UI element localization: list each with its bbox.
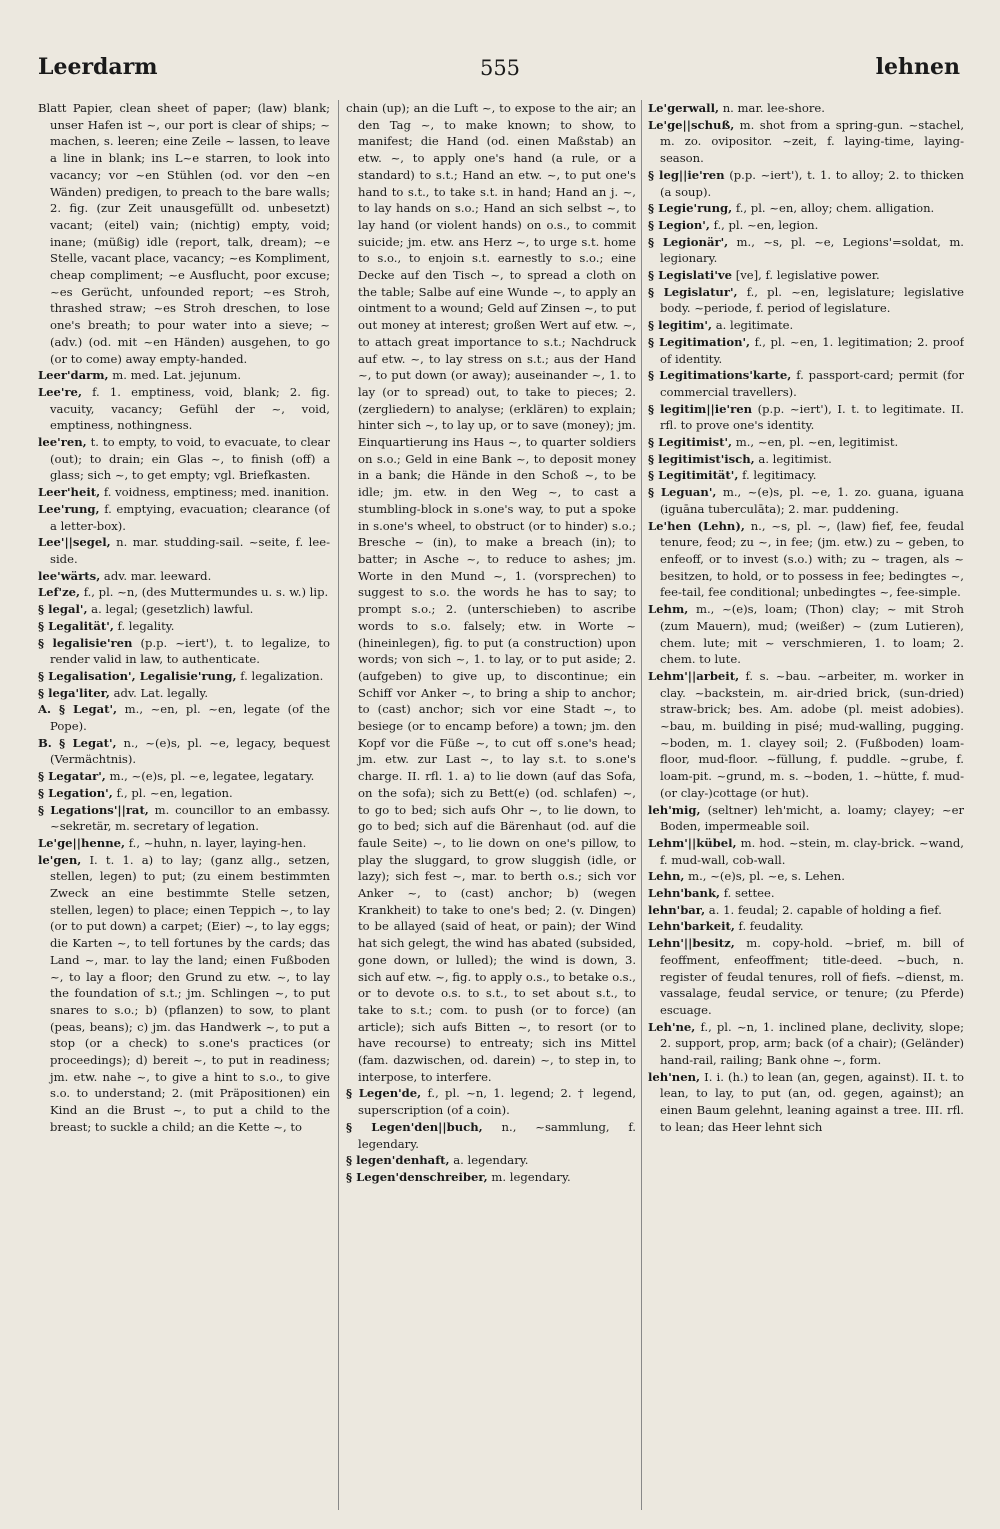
dictionary-entry	[648, 518, 964, 602]
entry-headword: Le'ge||schuß,	[648, 117, 735, 132]
entry-definition: n. mar. studding-sail. ~seite, f. lee-side.	[50, 535, 330, 566]
entry-headword: Leh'ne,	[648, 1019, 696, 1034]
dictionary-entry	[38, 768, 330, 785]
entry-headword: § Legitimität',	[648, 468, 739, 483]
entry-definition: f. passport-card; permit (for commercial travellers).	[660, 368, 964, 399]
entry-definition: f. legalization.	[236, 668, 324, 683]
entry-definition: n. mar. lee-shore.	[719, 101, 825, 115]
dictionary-entry	[648, 367, 964, 400]
entry-definition: n., ~(e)s, pl. ~e, legacy, bequest (Vermächtnis).	[50, 735, 330, 767]
entry-headword: § Legen'denschreiber,	[346, 1170, 488, 1184]
dictionary-entry	[38, 367, 330, 384]
entry-headword: Lehm'||arbeit,	[648, 668, 740, 683]
entry-definition: f. legitimacy.	[738, 468, 817, 483]
entry-headword: § Leguan',	[648, 485, 717, 500]
dictionary-entry	[648, 167, 964, 200]
entry-headword: Le'gerwall,	[648, 101, 720, 115]
dictionary-entry	[38, 601, 330, 618]
entry-headword: § legitim',	[648, 318, 713, 333]
entry-definition: m. copy-hold. ~brief, m. bill of feoffment, enfeoffment; title-deed. ~buch, n. register of feudal tenures, roll of fiefs. ~dienst, m. vassalage, feudal service, or tenure; (zu Pferde) escuage.	[660, 936, 964, 1017]
entry-definition: f., pl. ~en, legion.	[709, 217, 819, 232]
dictionary-entry	[346, 1169, 636, 1186]
entry-definition: f., pl. ~en, alloy; chem. alligation.	[732, 201, 935, 216]
entry-headword: Leer'heit,	[38, 485, 101, 500]
entry-headword: Lehn'barkeit,	[648, 919, 735, 934]
entry-definition: n., ~s, pl. ~, (law) fief, fee, feudal tenure, feod; zu ~, in fee; (jm. etw.) zu ~ geben, to enfeoff, or to invest (s.o.) with; zu ~ tragen, als ~ besitzen, to hold, or to possess in fee; bedingtes ~, fee-tail, fee conditional; unbedingtes ~, fee-simple.	[660, 518, 964, 600]
entry-definition: I. t. 1. a) to lay; (ganz allg., setzen, stellen, legen) to put; (zu einem bestimmten Zweck an eine bestimmte Stelle setzen, stellen, legen) to place; einen Teppich ~, to lay (or to put down) a carpet; (Eier) ~, to lay eggs; die Karten ~, to tell fortunes by the cards; das Land ~, mar. to lay the land; einen Fußboden ~, to lay a floor; den Grund zu etw. ~, to lay the foundation of s.t.; jm. Schlingen ~, to put snares to s.o.; b) (pflanzen) to sow, to plant (peas, beans); c) jm. das Handwerk ~, to put a stop (or a check) to s.one's practices (or proceedings); d) bereit ~, to put in readiness; jm. etw. nahe ~, to give a hint to s.o., to give s.o. to understand; 2. (mit Präpositionen) ein Kind an die Brust ~, to put a child to the breast; to suckle a child; an die Kette ~, to	[50, 852, 330, 1134]
column-middle	[346, 100, 636, 1510]
dictionary-entry	[38, 635, 330, 668]
dictionary-entry	[648, 1019, 964, 1069]
column-right	[648, 100, 964, 1510]
entry-headword: Lehn'||besitz,	[648, 936, 735, 951]
dictionary-entry	[346, 1085, 636, 1118]
dictionary-entry	[648, 835, 964, 868]
dictionary-entry	[38, 434, 330, 484]
entry-definition: t. to empty, to void, to evacuate, to clear (out); to drain; ein Glas ~, to finish (off) a glass; sich ~, to get empty; vgl. Briefkasten.	[50, 435, 330, 483]
entry-headword: lee'wärts,	[38, 568, 101, 583]
dictionary-entry	[648, 284, 964, 317]
dictionary-entry	[648, 434, 964, 451]
entry-definition: f., pl. ~n, 1. legend; 2. † legend, superscription (of a coin).	[358, 1086, 636, 1118]
entry-headword: le'gen,	[38, 852, 82, 867]
entry-definition: a. legitimist.	[754, 451, 832, 466]
dictionary-entry	[38, 852, 330, 1136]
dictionary-entry	[648, 601, 964, 668]
entry-headword: § Legalität',	[38, 618, 114, 633]
page-number: 555	[479, 56, 521, 80]
entry-definition: f. settee.	[720, 886, 775, 901]
entry-definition: m., ~(e)s, pl. ~e, s. Lehen.	[684, 869, 845, 884]
entry-headword: § Legen'de,	[346, 1086, 422, 1101]
entry-headword: § Legalisation', Legalisie'rung,	[38, 668, 237, 683]
entry-definition: [ve], f. legislative power.	[732, 268, 880, 283]
running-head-left: Leerdarm	[38, 54, 158, 80]
entry-headword: Lehn,	[648, 869, 685, 884]
entry-definition: m., ~(e)s, loam; (Thon) clay; ~ mit Stroh (zum Mauern), mud; (weißer) ~ (zum Lutieren), chem. lute; mit ~ verschmieren, 1. to loam; 2. chem. to lute.	[660, 602, 964, 667]
entry-definition: f., pl. ~en, legislature; legislative body. ~periode, f. period of legislature.	[660, 284, 964, 316]
dictionary-entry	[38, 484, 330, 501]
entry-headword: § Legionär',	[648, 234, 729, 249]
entry-definition: m. shot from a spring-gun. ~stachel, m. zo. ovipositor. ~zeit, f. laying-time, laying-season.	[660, 117, 964, 166]
entry-headword: § lega'liter,	[38, 685, 110, 700]
entry-definition: f. s. ~bau. ~arbeiter, m. worker in clay. ~backstein, m. air-dried brick, (sun-dried) straw-brick; bes. Am. adobe (pl. meist adobies). ~bau, m. building in pisé; mud-walling, pugging. ~boden, m. 1. clayey soil; 2. (Fußboden) loam-floor, mud-floor. ~füllung, f. puddle. ~grube, f. loam-pit. ~grund, m. s. ~boden, 1. ~hütte, f. mud-(or clay-)cottage (or hut).	[660, 668, 964, 800]
dictionary-entry	[648, 234, 964, 267]
entry-definition: f., pl. ~n, 1. inclined plane, declivity, slope; 2. support, prop, arm; back (of a chair); (Geländer) hand-rail, railing; Bank ohne ~, form.	[660, 1019, 964, 1068]
entry-definition: m., ~en, pl. ~en, legate (of the Pope).	[50, 702, 330, 734]
dictionary-entry	[648, 200, 964, 217]
entry-headword: Le'ge||henne,	[38, 835, 126, 850]
entry-definition: adv. mar. leeward.	[100, 568, 212, 583]
entry-definition: f. voidness, emptiness; med. inanition.	[100, 485, 330, 500]
entry-headword: § Legislati've	[648, 268, 733, 283]
entry-headword: § Legations'||rat,	[38, 802, 149, 817]
entry-definition: m. councillor to an embassy. ~sekretär, m. secretary of legation.	[50, 802, 330, 834]
entry-headword: § Legitimist',	[648, 435, 733, 450]
entry-headword: Lee're,	[38, 384, 82, 399]
entry-headword: § Legislatur',	[648, 284, 738, 299]
entry-headword: § Legation',	[38, 785, 113, 800]
entry-definition: a. legal; (gesetzlich) lawful.	[87, 602, 254, 617]
entry-headword: Lehm,	[648, 602, 689, 617]
dictionary-entry	[38, 835, 330, 852]
entry-headword: § legitimist'isch,	[648, 451, 755, 466]
entry-headword: Lehm'||kübel,	[648, 835, 737, 850]
entry-headword: § Legen'den||buch,	[346, 1119, 483, 1134]
dictionary-entry	[38, 701, 330, 734]
entry-definition: f. legality.	[113, 618, 175, 633]
entry-headword: Lee'||segel,	[38, 535, 111, 550]
dictionary-entry	[38, 735, 330, 768]
dictionary-entry	[648, 334, 964, 367]
entry-definition: m., ~(e)s, pl. ~e, legatee, legatary.	[105, 769, 315, 784]
entry-headword: leh'nen,	[648, 1069, 701, 1084]
entry-definition: m. hod. ~stein, m. clay-brick. ~wand, f. mud-wall, cob-wall.	[660, 835, 964, 867]
entry-definition: a. legendary.	[449, 1153, 529, 1168]
entry-definition: Blatt Papier, clean sheet of paper; (law) blank; unser Hafen ist ~, our port is clear of ships; ~ machen, s. leeren; eine Zeile ~ lassen, to leave a line in blank; ins L~e starren, to look into vacancy; vor ~en Stühlen (od. vor den ~en Wänden) predigen, to preach to the bare walls; 2. fig. (zur Zeit unausgefüllt od. unbesetzt) vacant; (eitel) vain; (nichtig) empty, void; inane; (müßig) idle (report, talk, dream); ~e Stelle, vacant place, vacancy; ~es Kompliment, cheap compliment; ~e Ausflucht, poor excuse; ~es Gerücht, unfounded report; ~es Stroh, thrashed straw; ~es Stroh dreschen, to lose one's breath; to pour water into a sieve; ~ (adv.) (od. mit ~en Händen) ausgehen, to go (or to come) away empty-handed.	[38, 101, 330, 366]
entry-definition: f., pl. ~en, legation.	[112, 785, 233, 800]
dictionary-entry	[38, 785, 330, 802]
entry-headword: Lehn'bank,	[648, 886, 721, 901]
entry-definition: adv. Lat. legally.	[109, 685, 209, 700]
entry-headword: § Legion',	[648, 217, 710, 232]
entry-headword: Lef'ze,	[38, 585, 81, 600]
entry-headword: lehn'bar,	[648, 902, 706, 917]
entry-headword: § legitim||ie'ren	[648, 401, 752, 416]
dictionary-entry	[648, 317, 964, 334]
dictionary-entry	[38, 501, 330, 534]
entry-headword: lee'ren,	[38, 435, 87, 450]
dictionary-entry	[648, 918, 964, 935]
dictionary-entry	[38, 584, 330, 601]
entry-headword: § leg||ie'ren	[648, 167, 725, 182]
entry-headword: Lee'rung,	[38, 501, 100, 516]
dictionary-entry	[346, 100, 636, 1085]
entry-headword: B. § Legat',	[38, 735, 117, 750]
dictionary-entry	[346, 1119, 636, 1152]
entry-definition: (p.p. ~iert'), I. t. to legitimate. II. rfl. to prove one's identity.	[660, 401, 964, 433]
entry-definition: a. 1. feudal; 2. capable of holding a fief.	[705, 902, 942, 917]
entry-headword: § legalisie'ren	[38, 635, 133, 650]
entry-definition: m., ~en, pl. ~en, legitimist.	[732, 435, 899, 450]
entry-definition: f., pl. ~en, 1. legitimation; 2. proof of identity.	[660, 334, 964, 366]
entry-headword: § legal',	[38, 602, 88, 617]
dictionary-entry	[648, 100, 964, 117]
dictionary-entry	[648, 1069, 964, 1136]
entry-definition: m., ~s, pl. ~e, Legions'=soldat, m. legionary.	[660, 234, 964, 266]
column-divider	[338, 100, 339, 1510]
column-divider	[641, 100, 642, 1510]
dictionary-entry	[38, 384, 330, 434]
dictionary-entry	[38, 685, 330, 702]
entry-definition: m. med. Lat. jejunum.	[108, 368, 242, 383]
dictionary-entry	[38, 802, 330, 835]
entry-headword: § Legatar',	[38, 769, 106, 784]
dictionary-entry	[38, 618, 330, 635]
entry-definition: f. 1. emptiness, void, blank; 2. fig. vacuity, vacancy; Gefühl der ~, void, emptiness, nothingness.	[50, 384, 330, 433]
dictionary-entry	[648, 935, 964, 1019]
entry-definition: a. legitimate.	[712, 318, 794, 333]
entry-headword: leh'mig,	[648, 802, 701, 817]
dictionary-entry	[648, 267, 964, 284]
entry-headword: A. § Legat',	[38, 702, 118, 717]
dictionary-entry	[648, 117, 964, 167]
entry-headword: § legen'denhaft,	[346, 1153, 450, 1168]
entry-definition: I. i. (h.) to lean (an, gegen, against). II. t. to lean, to lay, to put (an, od. gegen, against); an einen Baum gelehnt, leaning against a tree. III. rfl. to lean; das Heer lehnt sich	[660, 1069, 964, 1134]
dictionary-entry	[38, 100, 330, 367]
entry-definition: f. emptying, evacuation; clearance (of a letter-box).	[50, 501, 330, 533]
entry-headword: § Legitimations'karte,	[648, 368, 792, 383]
column-left	[38, 100, 330, 1510]
dictionary-entry	[38, 534, 330, 567]
dictionary-entry	[648, 451, 964, 468]
entry-headword: § Legitimation',	[648, 334, 751, 349]
entry-definition: m., ~(e)s, pl. ~e, 1. zo. guana, iguana (iguāna tuberculāta); 2. mar. puddening.	[660, 485, 964, 516]
dictionary-entry	[38, 668, 330, 685]
entry-headword: Leer'darm,	[38, 368, 109, 383]
dictionary-entry	[648, 217, 964, 234]
entry-definition: n., ~sammlung, f. legendary.	[358, 1119, 636, 1151]
entry-definition: f., ~huhn, n. layer, laying-hen.	[125, 835, 307, 850]
dictionary-entry	[648, 885, 964, 902]
entry-headword: § Legie'rung,	[648, 201, 733, 216]
entry-headword: Le'hen (Lehn),	[648, 518, 745, 533]
entry-definition: (p.p. ~iert'), t. to legalize, to render valid in law, to authenticate.	[50, 635, 330, 667]
entry-definition: (p.p. ~iert'), t. 1. to alloy; 2. to thicken (a soup).	[660, 167, 964, 199]
dictionary-entry	[648, 467, 964, 484]
dictionary-entry	[648, 902, 964, 919]
dictionary-entry	[648, 401, 964, 434]
entry-definition: f., pl. ~n, (des Muttermundes u. s. w.) lip.	[80, 585, 329, 600]
dictionary-entry	[346, 1152, 636, 1169]
dictionary-entry	[648, 802, 964, 835]
running-head-right: lehnen	[875, 54, 960, 80]
entry-definition: (seltner) leh'micht, a. loamy; clayey; ~er Boden, impermeable soil.	[660, 802, 964, 834]
entry-definition: chain (up); an die Luft ~, to expose to the air; an den Tag ~, to make known; to show, to manifest; die Hand (od. einen Maßstab) an etw. ~, to apply one's hand (a rule, or a standard) to s.t.; Hand an etw. ~, to put one's hand to s.t., to take s.t. in hand; Hand an j. ~, to lay hands on s.o.; Hand an sich selbst ~, to lay hand (or violent hands) on o.s., to commit suicide; jm. etw. ans Herz ~, to urge s.t. home to s.o., to enjoin s.t. earnestly to s.o.; eine Decke auf den Tisch ~, to spread a cloth on the table; Salbe auf eine Wunde ~, to apply an ointment to a wound; Geld auf Zinsen ~, to put out money at interest; großen Wert auf etw. ~, to attach great importance to s.t.; Nachdruck auf etw. ~, to lay stress on s.t.; aus der Hand ~, to put down (or away); auseinander ~, 1. to lay (or to spread) out, to take to pieces; 2. (zergliedern) to analyse; (erklären) to explain; hinter sich ~, to lay up, or to save (money); jm. Einquartierung ins Haus ~, to quarter soldiers on s.o.; Geld in eine Bank ~, to deposit money in a bank; die Hände in den Schoß ~, to be idle; jm. etw. in den Weg ~, to cast a stumbling-block in s.one's way, to put a spoke in s.one's wheel, to obstruct (or to hinder) s.o.; Bresche ~ (in), to make a breach (in); to batter; in Asche ~, to reduce to ashes; jm. Worte in den Mund ~, 1. (vorsprechen) to suggest to s.o. the words he has to say; to prompt s.o.; 2. (unterschieben) to ascribe words to s.o. falsely; etw. in Worte ~ (hineinlegen), fig. to put (a construction) upon words; von sich ~, 1. to lay, or to put aside; 2. (aufgeben) to give up, to discontinue; ein Schiff vor Anker ~, to bring a ship to anchor; to (cast) anchor; sich vor eine Stadt ~, to besiege (or to encamp before) a town; jm. den Kopf vor die Füße ~, to cut off s.one's head; jm. etw. zur Last ~, to lay s.t. to s.one's charge. II. rfl. 1. a) to lie down (auf das Sofa, on the sofa); sich zu Bett(e) (od. schlafen) ~, to go to bed; sich aufs Ohr ~, to lie down, to go to bed; sich auf die Bärenhaut (od. auf die faule Seite) ~, to lie down on one's pillow, to play the sluggard, to grow sluggish (idle, or lazy); sich fest ~, mar. to berth o.s.; sich vor Anker ~, to (cast) anchor; b) (wegen Krankheit) to take to one's bed; 2. (v. Dingen) to be allayed (said of heat, or pain); der Wind hat sich gelegt, the wind has abated (subsided, gone down, or lulled); the wind is down, 3. sich auf etw. ~, fig. to apply o.s., to betake o.s., or to devote o.s. to s.t., to set about s.t., to take to s.t.; com. to push (or to force) (an article); sich aufs Bitten ~, to resort (or to have recourse) to entreaty; sich ins Mittel (fam. dazwischen, od. darein) ~, to step in, to interpose, to interfere.	[346, 101, 636, 1084]
entry-definition: f. feudality.	[734, 919, 804, 934]
dictionary-entry	[648, 484, 964, 517]
entry-definition: m. legendary.	[487, 1170, 571, 1184]
dictionary-entry	[648, 868, 964, 885]
dictionary-entry	[38, 568, 330, 585]
dictionary-entry	[648, 668, 964, 802]
